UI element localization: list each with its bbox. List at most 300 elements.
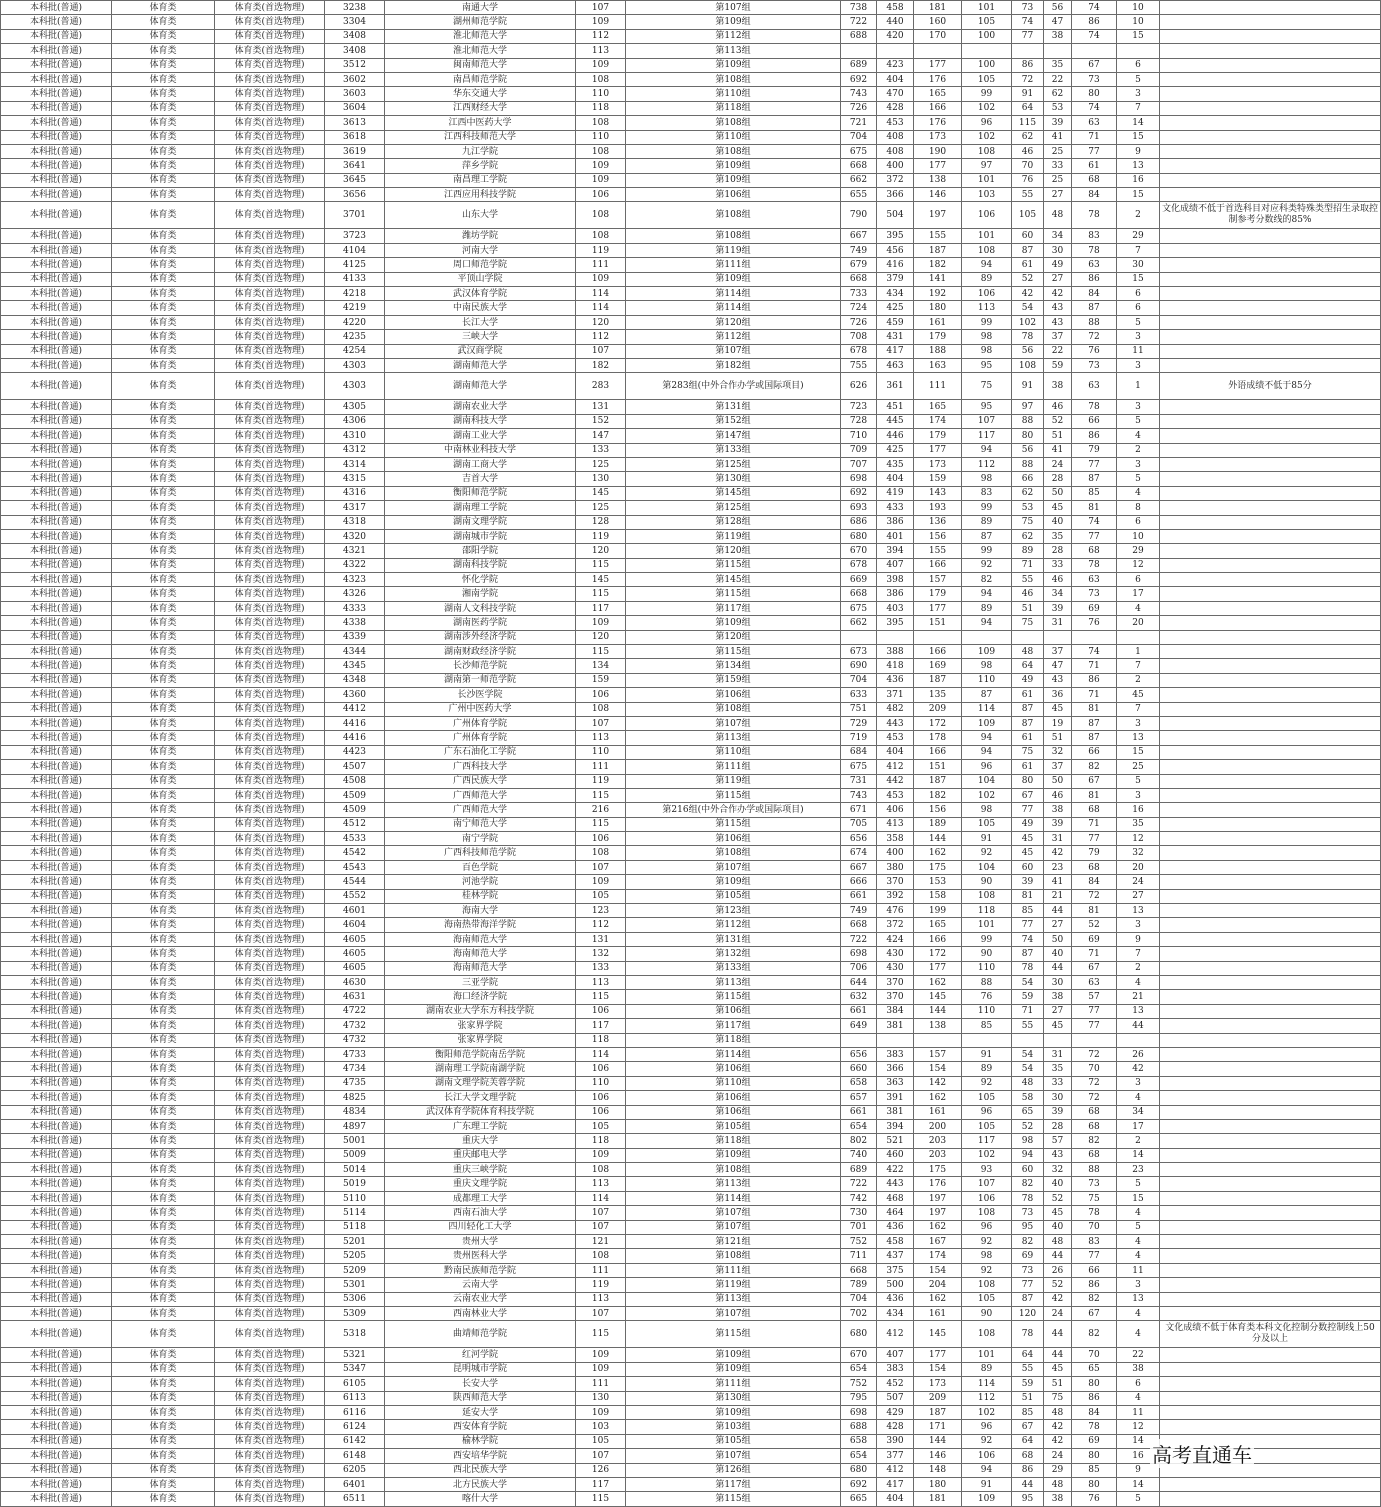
cell-pro-item-b: 67	[1012, 788, 1044, 802]
cell-note	[1160, 976, 1381, 990]
cell-rank: 2	[1117, 1134, 1160, 1148]
cell-pro-item-d: 63	[1072, 573, 1117, 587]
cell-school-name: 榆林学院	[385, 1434, 576, 1448]
cell-pro-item-c: 38	[1044, 1492, 1072, 1506]
cell-subject-type: 体育类(首选物理)	[215, 101, 325, 115]
cell-note	[1160, 1062, 1381, 1076]
cell-group-code: 109	[576, 1405, 626, 1419]
cell-school-code: 4345	[325, 659, 385, 673]
cell-pro-item-b: 87	[1012, 1292, 1044, 1306]
cell-school-name: 海南师范大学	[385, 947, 576, 961]
cell-pro-item-d: 86	[1072, 1391, 1117, 1405]
cell-pro-score: 166	[914, 932, 962, 946]
cell-batch: 本科批(普通)	[1, 803, 112, 817]
cell-pro-item-d: 77	[1072, 1249, 1117, 1263]
cell-school-name: 平顶山学院	[385, 272, 576, 286]
cell-note	[1160, 144, 1381, 158]
cell-total-score: 795	[841, 1391, 877, 1405]
cell-total-score: 626	[841, 373, 877, 400]
cell-batch: 本科批(普通)	[1, 188, 112, 202]
cell-category: 体育类	[112, 58, 215, 72]
cell-pro-item-d: 72	[1072, 1076, 1117, 1090]
cell-category: 体育类	[112, 1076, 215, 1090]
cell-subject-type: 体育类(首选物理)	[215, 875, 325, 889]
cell-school-code: 4512	[325, 817, 385, 831]
cell-total-score: 749	[841, 904, 877, 918]
cell-school-code: 4604	[325, 918, 385, 932]
cell-pro-item-c: 23	[1044, 860, 1072, 874]
cell-school-name: 湖州师范学院	[385, 15, 576, 29]
cell-pro-score: 174	[914, 414, 962, 428]
cell-culture-score: 458	[877, 1, 914, 15]
cell-group-name: 第109组	[626, 616, 841, 630]
cell-category: 体育类	[112, 358, 215, 372]
table-row	[1, 1321, 1381, 1348]
cell-pro-item-c: 31	[1044, 1047, 1072, 1061]
cell-total-score: 679	[841, 258, 877, 272]
cell-culture-score: 428	[877, 101, 914, 115]
cell-subject-type: 体育类(首选物理)	[215, 947, 325, 961]
cell-total-score: 724	[841, 301, 877, 315]
cell-batch: 本科批(普通)	[1, 1278, 112, 1292]
cell-rank	[1117, 44, 1160, 58]
cell-category: 体育类	[112, 889, 215, 903]
cell-category: 体育类	[112, 1191, 215, 1205]
cell-school-code: 4104	[325, 243, 385, 257]
cell-pro-score: 162	[914, 1091, 962, 1105]
cell-subject-type: 体育类(首选物理)	[215, 716, 325, 730]
cell-school-code: 5318	[325, 1321, 385, 1348]
table-row	[1, 159, 1381, 173]
cell-pro-item-d: 67	[1072, 1306, 1117, 1320]
cell-culture-score: 400	[877, 159, 914, 173]
table-row	[1, 630, 1381, 644]
cell-category: 体育类	[112, 645, 215, 659]
cell-group-code: 115	[576, 587, 626, 601]
cell-pro-item-b: 44	[1012, 1477, 1044, 1491]
cell-pro-item-d: 71	[1072, 688, 1117, 702]
cell-pro-item-b	[1012, 44, 1044, 58]
cell-pro-item-a: 98	[962, 803, 1012, 817]
cell-school-name: 吉首大学	[385, 472, 576, 486]
table-row	[1, 515, 1381, 529]
cell-batch: 本科批(普通)	[1, 15, 112, 29]
cell-total-score: 675	[841, 601, 877, 615]
cell-school-name: 湖南财政经济学院	[385, 645, 576, 659]
cell-pro-item-a: 105	[962, 1119, 1012, 1133]
cell-pro-item-a: 105	[962, 72, 1012, 86]
cell-batch: 本科批(普通)	[1, 645, 112, 659]
cell-culture-score: 476	[877, 904, 914, 918]
cell-pro-item-b: 59	[1012, 1377, 1044, 1391]
cell-pro-item-c: 39	[1044, 1105, 1072, 1119]
cell-batch: 本科批(普通)	[1, 904, 112, 918]
cell-category: 体育类	[112, 702, 215, 716]
cell-pro-item-c: 43	[1044, 315, 1072, 329]
cell-subject-type: 体育类(首选物理)	[215, 486, 325, 500]
cell-group-code: 110	[576, 130, 626, 144]
table-row	[1, 116, 1381, 130]
cell-pro-item-a: 99	[962, 544, 1012, 558]
cell-note	[1160, 414, 1381, 428]
cell-note	[1160, 558, 1381, 572]
cell-total-score: 656	[841, 832, 877, 846]
cell-culture-score: 458	[877, 1235, 914, 1249]
cell-pro-item-d: 63	[1072, 373, 1117, 400]
cell-rank: 6	[1117, 515, 1160, 529]
cell-culture-score: 429	[877, 1405, 914, 1419]
cell-pro-item-d: 57	[1072, 990, 1117, 1004]
cell-culture-score: 370	[877, 976, 914, 990]
cell-pro-item-c: 52	[1044, 414, 1072, 428]
table-row	[1, 1391, 1381, 1405]
cell-category: 体育类	[112, 301, 215, 315]
cell-subject-type: 体育类(首选物理)	[215, 173, 325, 187]
cell-category: 体育类	[112, 846, 215, 860]
cell-pro-item-c	[1044, 630, 1072, 644]
cell-group-name: 第117组	[626, 601, 841, 615]
cell-batch: 本科批(普通)	[1, 1263, 112, 1277]
cell-culture-score: 430	[877, 947, 914, 961]
cell-school-code: 5209	[325, 1263, 385, 1277]
cell-note	[1160, 1377, 1381, 1391]
cell-pro-score: 136	[914, 515, 962, 529]
cell-subject-type: 体育类(首选物理)	[215, 400, 325, 414]
cell-total-score: 656	[841, 1047, 877, 1061]
cell-pro-item-a: 100	[962, 29, 1012, 43]
cell-rank: 2	[1117, 202, 1160, 229]
cell-total-score: 692	[841, 72, 877, 86]
cell-rank: 14	[1117, 116, 1160, 130]
cell-pro-item-c: 42	[1044, 287, 1072, 301]
cell-subject-type: 体育类(首选物理)	[215, 1292, 325, 1306]
cell-batch: 本科批(普通)	[1, 731, 112, 745]
cell-culture-score: 372	[877, 918, 914, 932]
cell-pro-score: 187	[914, 1405, 962, 1419]
table-row	[1, 287, 1381, 301]
cell-school-name: 长江大学文理学院	[385, 1091, 576, 1105]
cell-pro-item-c: 25	[1044, 144, 1072, 158]
cell-total-score	[841, 630, 877, 644]
cell-group-code: 107	[576, 716, 626, 730]
cell-subject-type: 体育类(首选物理)	[215, 229, 325, 243]
cell-pro-item-c: 43	[1044, 1148, 1072, 1162]
cell-pro-score: 165	[914, 87, 962, 101]
cell-school-code: 4333	[325, 601, 385, 615]
cell-rank: 21	[1117, 990, 1160, 1004]
cell-pro-item-d: 76	[1072, 1492, 1117, 1506]
cell-school-name: 九江学院	[385, 144, 576, 158]
cell-total-score: 657	[841, 1091, 877, 1105]
cell-school-code: 4733	[325, 1047, 385, 1061]
watermark: 高考直通车	[1150, 1439, 1254, 1468]
cell-pro-score: 145	[914, 990, 962, 1004]
cell-pro-item-c: 50	[1044, 774, 1072, 788]
cell-school-name: 江西应用科技学院	[385, 188, 576, 202]
cell-note	[1160, 1477, 1381, 1491]
cell-pro-item-b: 91	[1012, 87, 1044, 101]
cell-note	[1160, 731, 1381, 745]
cell-category: 体育类	[112, 44, 215, 58]
cell-pro-score: 180	[914, 301, 962, 315]
cell-pro-item-a: 103	[962, 188, 1012, 202]
cell-culture-score: 375	[877, 1263, 914, 1277]
cell-total-score: 708	[841, 330, 877, 344]
cell-rank: 27	[1117, 889, 1160, 903]
cell-school-code: 6511	[325, 1492, 385, 1506]
cell-batch: 本科批(普通)	[1, 29, 112, 43]
cell-rank: 45	[1117, 688, 1160, 702]
cell-note	[1160, 1306, 1381, 1320]
cell-pro-item-b: 102	[1012, 315, 1044, 329]
cell-note	[1160, 587, 1381, 601]
cell-pro-score: 154	[914, 1362, 962, 1376]
cell-pro-item-c: 28	[1044, 472, 1072, 486]
cell-culture-score: 453	[877, 788, 914, 802]
cell-pro-item-b: 97	[1012, 400, 1044, 414]
cell-group-code: 107	[576, 344, 626, 358]
cell-subject-type: 体育类(首选物理)	[215, 159, 325, 173]
cell-pro-item-b: 42	[1012, 287, 1044, 301]
cell-school-name: 西南石油大学	[385, 1206, 576, 1220]
cell-pro-item-c: 38	[1044, 803, 1072, 817]
cell-note	[1160, 101, 1381, 115]
cell-note	[1160, 846, 1381, 860]
cell-category: 体育类	[112, 486, 215, 500]
cell-culture-score: 452	[877, 1377, 914, 1391]
cell-school-code: 5009	[325, 1148, 385, 1162]
cell-school-code: 5014	[325, 1163, 385, 1177]
cell-pro-item-b: 60	[1012, 860, 1044, 874]
cell-school-code: 3238	[325, 1, 385, 15]
cell-subject-type: 体育类(首选物理)	[215, 1249, 325, 1263]
cell-group-code: 109	[576, 173, 626, 187]
cell-total-score: 752	[841, 1235, 877, 1249]
cell-group-code: 123	[576, 904, 626, 918]
cell-pro-item-a	[962, 1033, 1012, 1047]
cell-pro-score: 193	[914, 501, 962, 515]
cell-batch: 本科批(普通)	[1, 101, 112, 115]
cell-rank: 6	[1117, 287, 1160, 301]
cell-culture-score: 440	[877, 15, 914, 29]
cell-note	[1160, 330, 1381, 344]
cell-pro-item-c: 46	[1044, 573, 1072, 587]
cell-pro-score: 166	[914, 745, 962, 759]
cell-pro-item-d: 71	[1072, 659, 1117, 673]
cell-total-score: 689	[841, 1163, 877, 1177]
cell-group-code: 112	[576, 918, 626, 932]
cell-rank: 42	[1117, 1062, 1160, 1076]
cell-pro-item-a	[962, 44, 1012, 58]
cell-pro-item-c: 39	[1044, 601, 1072, 615]
cell-pro-item-a: 101	[962, 1, 1012, 15]
cell-batch: 本科批(普通)	[1, 1292, 112, 1306]
cell-subject-type: 体育类(首选物理)	[215, 315, 325, 329]
cell-pro-item-d: 82	[1072, 1134, 1117, 1148]
cell-culture-score: 425	[877, 301, 914, 315]
cell-school-code: 4305	[325, 400, 385, 414]
cell-group-name: 第115组	[626, 990, 841, 1004]
cell-pro-score: 161	[914, 315, 962, 329]
cell-note	[1160, 616, 1381, 630]
cell-pro-score: 163	[914, 358, 962, 372]
cell-total-score: 662	[841, 616, 877, 630]
cell-pro-item-b: 87	[1012, 702, 1044, 716]
cell-school-name: 广西师范大学	[385, 788, 576, 802]
cell-subject-type: 体育类(首选物理)	[215, 202, 325, 229]
cell-group-name: 第117组	[626, 1019, 841, 1033]
cell-school-code: 4326	[325, 587, 385, 601]
cell-school-code: 4732	[325, 1033, 385, 1047]
cell-rank: 1	[1117, 373, 1160, 400]
cell-total-score: 726	[841, 101, 877, 115]
cell-pro-item-b: 55	[1012, 1019, 1044, 1033]
cell-note	[1160, 1235, 1381, 1249]
cell-note	[1160, 1348, 1381, 1362]
cell-subject-type: 体育类(首选物理)	[215, 87, 325, 101]
cell-rank: 12	[1117, 832, 1160, 846]
cell-group-code: 216	[576, 803, 626, 817]
cell-pro-item-d: 73	[1072, 358, 1117, 372]
cell-note	[1160, 1220, 1381, 1234]
table-row	[1, 301, 1381, 315]
cell-subject-type: 体育类(首选物理)	[215, 1148, 325, 1162]
cell-category: 体育类	[112, 429, 215, 443]
cell-pro-item-b: 49	[1012, 817, 1044, 831]
cell-pro-item-b: 95	[1012, 1492, 1044, 1506]
cell-subject-type: 体育类(首选物理)	[215, 1449, 325, 1463]
cell-pro-item-a: 114	[962, 702, 1012, 716]
cell-category: 体育类	[112, 1321, 215, 1348]
cell-batch: 本科批(普通)	[1, 130, 112, 144]
cell-group-name: 第123组	[626, 904, 841, 918]
cell-school-name: 西安体育学院	[385, 1420, 576, 1434]
cell-culture-score: 428	[877, 1420, 914, 1434]
cell-pro-item-c: 24	[1044, 1306, 1072, 1320]
table-row	[1, 1362, 1381, 1376]
cell-total-score: 654	[841, 1449, 877, 1463]
cell-pro-item-b: 86	[1012, 1463, 1044, 1477]
cell-school-code: 6148	[325, 1449, 385, 1463]
table-row	[1, 1348, 1381, 1362]
cell-category: 体育类	[112, 1220, 215, 1234]
table-row	[1, 990, 1381, 1004]
cell-pro-item-a: 100	[962, 58, 1012, 72]
cell-group-code: 147	[576, 429, 626, 443]
cell-category: 体育类	[112, 1362, 215, 1376]
cell-subject-type: 体育类(首选物理)	[215, 1405, 325, 1419]
cell-batch: 本科批(普通)	[1, 760, 112, 774]
cell-category: 体育类	[112, 616, 215, 630]
cell-pro-item-c: 35	[1044, 58, 1072, 72]
cell-culture-score: 408	[877, 130, 914, 144]
cell-subject-type: 体育类(首选物理)	[215, 1477, 325, 1491]
cell-group-name: 第145组	[626, 486, 841, 500]
cell-batch: 本科批(普通)	[1, 544, 112, 558]
cell-pro-item-c: 33	[1044, 159, 1072, 173]
cell-pro-item-b: 105	[1012, 202, 1044, 229]
cell-note	[1160, 788, 1381, 802]
cell-total-score: 669	[841, 573, 877, 587]
cell-pro-item-c: 45	[1044, 501, 1072, 515]
cell-subject-type: 体育类(首选物理)	[215, 330, 325, 344]
cell-pro-item-a: 85	[962, 1019, 1012, 1033]
cell-batch: 本科批(普通)	[1, 159, 112, 173]
cell-school-code: 4552	[325, 889, 385, 903]
cell-culture-score: 417	[877, 1477, 914, 1491]
cell-pro-item-d: 68	[1072, 1105, 1117, 1119]
cell-pro-score: 177	[914, 601, 962, 615]
cell-batch: 本科批(普通)	[1, 1306, 112, 1320]
cell-school-name: 衡阳师范学院	[385, 486, 576, 500]
cell-pro-score: 154	[914, 1062, 962, 1076]
cell-subject-type: 体育类(首选物理)	[215, 1033, 325, 1047]
cell-group-code: 109	[576, 58, 626, 72]
cell-total-score: 704	[841, 673, 877, 687]
cell-pro-item-c: 47	[1044, 659, 1072, 673]
table-row	[1, 1047, 1381, 1061]
cell-category: 体育类	[112, 573, 215, 587]
cell-pro-item-d: 61	[1072, 159, 1117, 173]
table-row	[1, 472, 1381, 486]
cell-culture-score: 404	[877, 72, 914, 86]
cell-category: 体育类	[112, 803, 215, 817]
cell-school-name: 广州中医药大学	[385, 702, 576, 716]
cell-note	[1160, 702, 1381, 716]
cell-school-code: 3641	[325, 159, 385, 173]
cell-batch: 本科批(普通)	[1, 573, 112, 587]
cell-group-code: 109	[576, 1362, 626, 1376]
cell-pro-item-a: 105	[962, 817, 1012, 831]
cell-pro-item-c: 48	[1044, 1235, 1072, 1249]
cell-school-name: 红河学院	[385, 1348, 576, 1362]
cell-pro-item-b: 60	[1012, 229, 1044, 243]
cell-group-name: 第108组	[626, 72, 841, 86]
cell-pro-item-a: 99	[962, 932, 1012, 946]
cell-pro-item-a: 97	[962, 159, 1012, 173]
cell-school-code: 4416	[325, 716, 385, 730]
cell-school-name: 海南师范大学	[385, 932, 576, 946]
cell-group-name: 第107组	[626, 1449, 841, 1463]
cell-note	[1160, 1047, 1381, 1061]
cell-total-score: 668	[841, 918, 877, 932]
cell-batch: 本科批(普通)	[1, 875, 112, 889]
cell-total-score: 680	[841, 1321, 877, 1348]
cell-category: 体育类	[112, 101, 215, 115]
cell-subject-type: 体育类(首选物理)	[215, 1062, 325, 1076]
cell-total-score: 702	[841, 1306, 877, 1320]
cell-total-score: 633	[841, 688, 877, 702]
cell-culture-score: 507	[877, 1391, 914, 1405]
cell-pro-score: 178	[914, 731, 962, 745]
cell-school-code: 4322	[325, 558, 385, 572]
cell-pro-item-d: 83	[1072, 1235, 1117, 1249]
cell-pro-item-a: 108	[962, 1278, 1012, 1292]
table-row	[1, 457, 1381, 471]
cell-batch: 本科批(普通)	[1, 745, 112, 759]
cell-pro-item-b	[1012, 630, 1044, 644]
cell-total-score: 733	[841, 287, 877, 301]
cell-school-code: 4605	[325, 961, 385, 975]
cell-school-name: 重庆三峡学院	[385, 1163, 576, 1177]
cell-pro-item-b: 91	[1012, 373, 1044, 400]
cell-note	[1160, 544, 1381, 558]
cell-group-name: 第108组	[626, 846, 841, 860]
cell-batch: 本科批(普通)	[1, 1477, 112, 1491]
cell-pro-item-d: 81	[1072, 501, 1117, 515]
cell-subject-type: 体育类(首选物理)	[215, 529, 325, 543]
table-row	[1, 803, 1381, 817]
